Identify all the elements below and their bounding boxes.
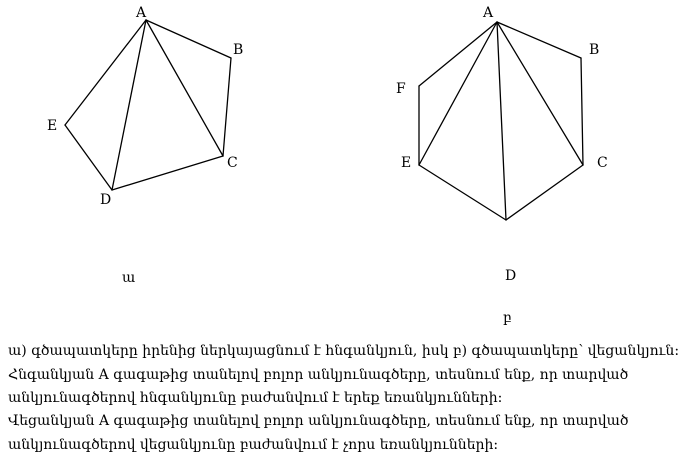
hexagon-diagonal-ac — [497, 22, 583, 165]
explanation-line-1: ա) գծապատկերը իրենից ներկայացնում է հնգանկյուն, իսկ բ) գծապատկերը՝ վեցանկյուն: — [8, 343, 680, 359]
hexagon-side-bc — [581, 58, 583, 165]
pentagon-label-a: A — [136, 5, 147, 21]
hexagon-label-f: F — [396, 81, 406, 97]
explanation-line-3: անկյունագծերով հնգանկյունը բաժանվում է երեք եռանկյունների: — [8, 390, 503, 406]
hexagon-caption: բ — [503, 310, 512, 326]
hexagon-figure — [396, 5, 608, 326]
pentagon-label-e: E — [47, 118, 58, 134]
pentagon-label-b: B — [233, 42, 244, 58]
hexagon-diagonal-ad — [497, 22, 506, 220]
hexagon-side-cd — [506, 165, 583, 220]
pentagon-side-ea — [65, 20, 146, 125]
pentagon-side-cd — [112, 156, 223, 190]
pentagon-diagonal-ad — [112, 20, 146, 190]
hexagon-label-c: C — [597, 155, 608, 171]
pentagon-label-d: D — [100, 192, 112, 208]
hexagon-side-ab — [497, 22, 581, 58]
explanation-line-2: Հնգանկյան A գագաթից տանելով բոլոր անկյունագծերը, տեսնում ենք, որ տարված — [8, 367, 629, 383]
pentagon-side-bc — [223, 58, 231, 156]
hexagon-label-a: A — [483, 5, 494, 21]
pentagon-caption: ա — [122, 270, 136, 286]
hexagon-label-b: B — [589, 42, 600, 58]
explanation-line-4: Վեցանկյան A գագաթից տանելով բոլոր անկյունագծերը, տեսնում ենք, որ տարված — [8, 413, 629, 429]
pentagon-diagonal-ac — [146, 20, 223, 156]
pentagon-side-de — [65, 125, 112, 190]
hexagon-side-de — [419, 165, 506, 220]
hexagon-diagonal-ae — [419, 22, 497, 165]
hexagon-side-fa — [419, 22, 497, 86]
pentagon-label-c: C — [227, 155, 238, 171]
pentagon-side-ab — [146, 20, 231, 58]
hexagon-label-e: E — [401, 155, 412, 171]
explanation-line-5: անկյունագծերով վեցանկյունը բաժանվում է չորս եռանկյունների: — [8, 437, 499, 453]
pentagon-figure — [47, 5, 243, 286]
hexagon-label-d: D — [505, 268, 517, 284]
